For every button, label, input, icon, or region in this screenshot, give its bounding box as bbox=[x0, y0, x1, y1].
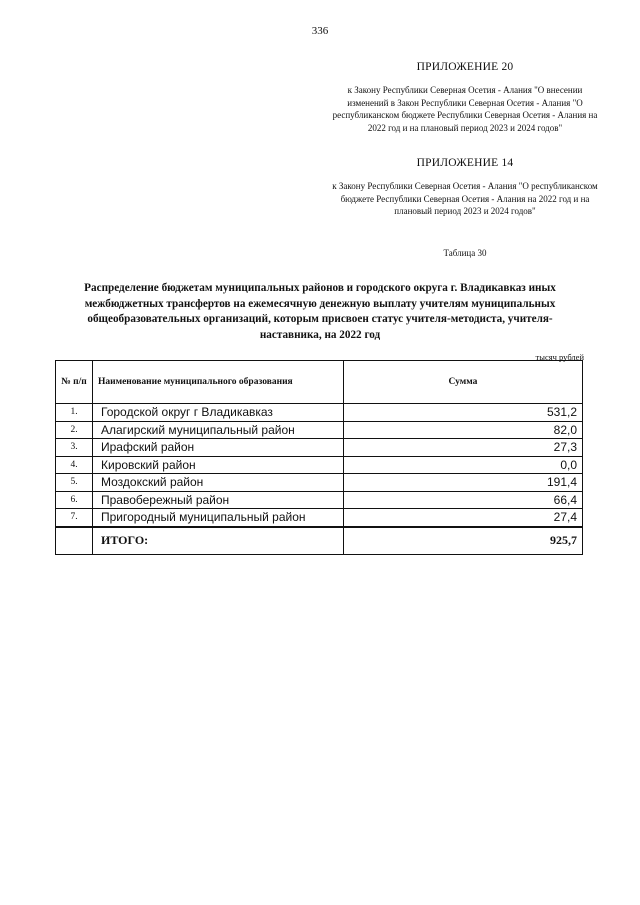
table-row bbox=[56, 456, 583, 474]
row-num: 2. bbox=[56, 421, 93, 439]
row-sum: 66,4 bbox=[344, 491, 583, 509]
row-name: Правобережный район bbox=[93, 491, 344, 509]
table-number: Таблица 30 bbox=[443, 248, 487, 258]
header-num: № п/п bbox=[56, 361, 93, 404]
row-sum: 27,4 bbox=[344, 509, 583, 527]
table-row bbox=[56, 439, 583, 457]
table-row bbox=[56, 421, 583, 439]
total-label: ИТОГО: bbox=[93, 527, 344, 555]
header-sum: Сумма bbox=[344, 361, 583, 404]
appendix-20-text: к Закону Республики Северная Осетия - Алания "О внесении изменений в Закон Республики Северная Осетия - Алания "О республиканском бюджете Республики Северная Осетия - Алания на 2022 год и на плановый период 2023 и 2024 годов" bbox=[332, 85, 598, 133]
table-row bbox=[56, 474, 583, 492]
row-name: Городской округ г Владикавказ bbox=[93, 404, 344, 422]
total-sum: 925,7 bbox=[344, 527, 583, 555]
row-num: 6. bbox=[56, 491, 93, 509]
row-name: Пригородный муниципальный район bbox=[93, 509, 344, 527]
budget-table bbox=[55, 360, 583, 555]
row-sum: 531,2 bbox=[344, 404, 583, 422]
appendix-14-title: ПРИЛОЖЕНИЕ 14 bbox=[416, 157, 514, 169]
appendix-14-block bbox=[330, 157, 600, 218]
appendix-14-text: к Закону Республики Северная Осетия - Алания "О республиканском бюджете Республики Северная Осетия - Алания на 2022 год и на плановый период 2023 и 2024 годов" bbox=[332, 181, 598, 216]
table-row bbox=[56, 509, 583, 527]
header-name: Наименование муниципального образования bbox=[93, 361, 344, 404]
table-row bbox=[56, 491, 583, 509]
total-num bbox=[56, 527, 93, 555]
row-name: Ирафский район bbox=[93, 439, 344, 457]
row-sum: 191,4 bbox=[344, 474, 583, 492]
table-header-row bbox=[56, 361, 583, 404]
row-num: 7. bbox=[56, 509, 93, 527]
row-num: 1. bbox=[56, 404, 93, 422]
appendix-20-title: ПРИЛОЖЕНИЕ 20 bbox=[416, 61, 514, 73]
row-sum: 27,3 bbox=[344, 439, 583, 457]
row-num: 4. bbox=[56, 456, 93, 474]
appendix-20-block bbox=[330, 61, 600, 134]
row-sum: 82,0 bbox=[344, 421, 583, 439]
row-num: 3. bbox=[56, 439, 93, 457]
row-name: Кировский район bbox=[93, 456, 344, 474]
page-number: 336 bbox=[311, 25, 329, 37]
row-name: Моздокский район bbox=[93, 474, 344, 492]
row-name: Алагирский муниципальный район bbox=[93, 421, 344, 439]
document-title: Распределение бюджетам муниципальных районов и городского округа г. Владикавказ иных межбюджетных трансфертов на ежемесячную денежную выплату учителям муниципальных общеобразовательных организаций, которым присвоен статус учителя-методиста, учителя-наставника, на 2022 год bbox=[84, 282, 556, 341]
total-row bbox=[56, 527, 583, 555]
row-sum: 0,0 bbox=[344, 456, 583, 474]
row-num: 5. bbox=[56, 474, 93, 492]
table-row bbox=[56, 404, 583, 422]
units-label: тысяч рублей bbox=[535, 352, 584, 362]
